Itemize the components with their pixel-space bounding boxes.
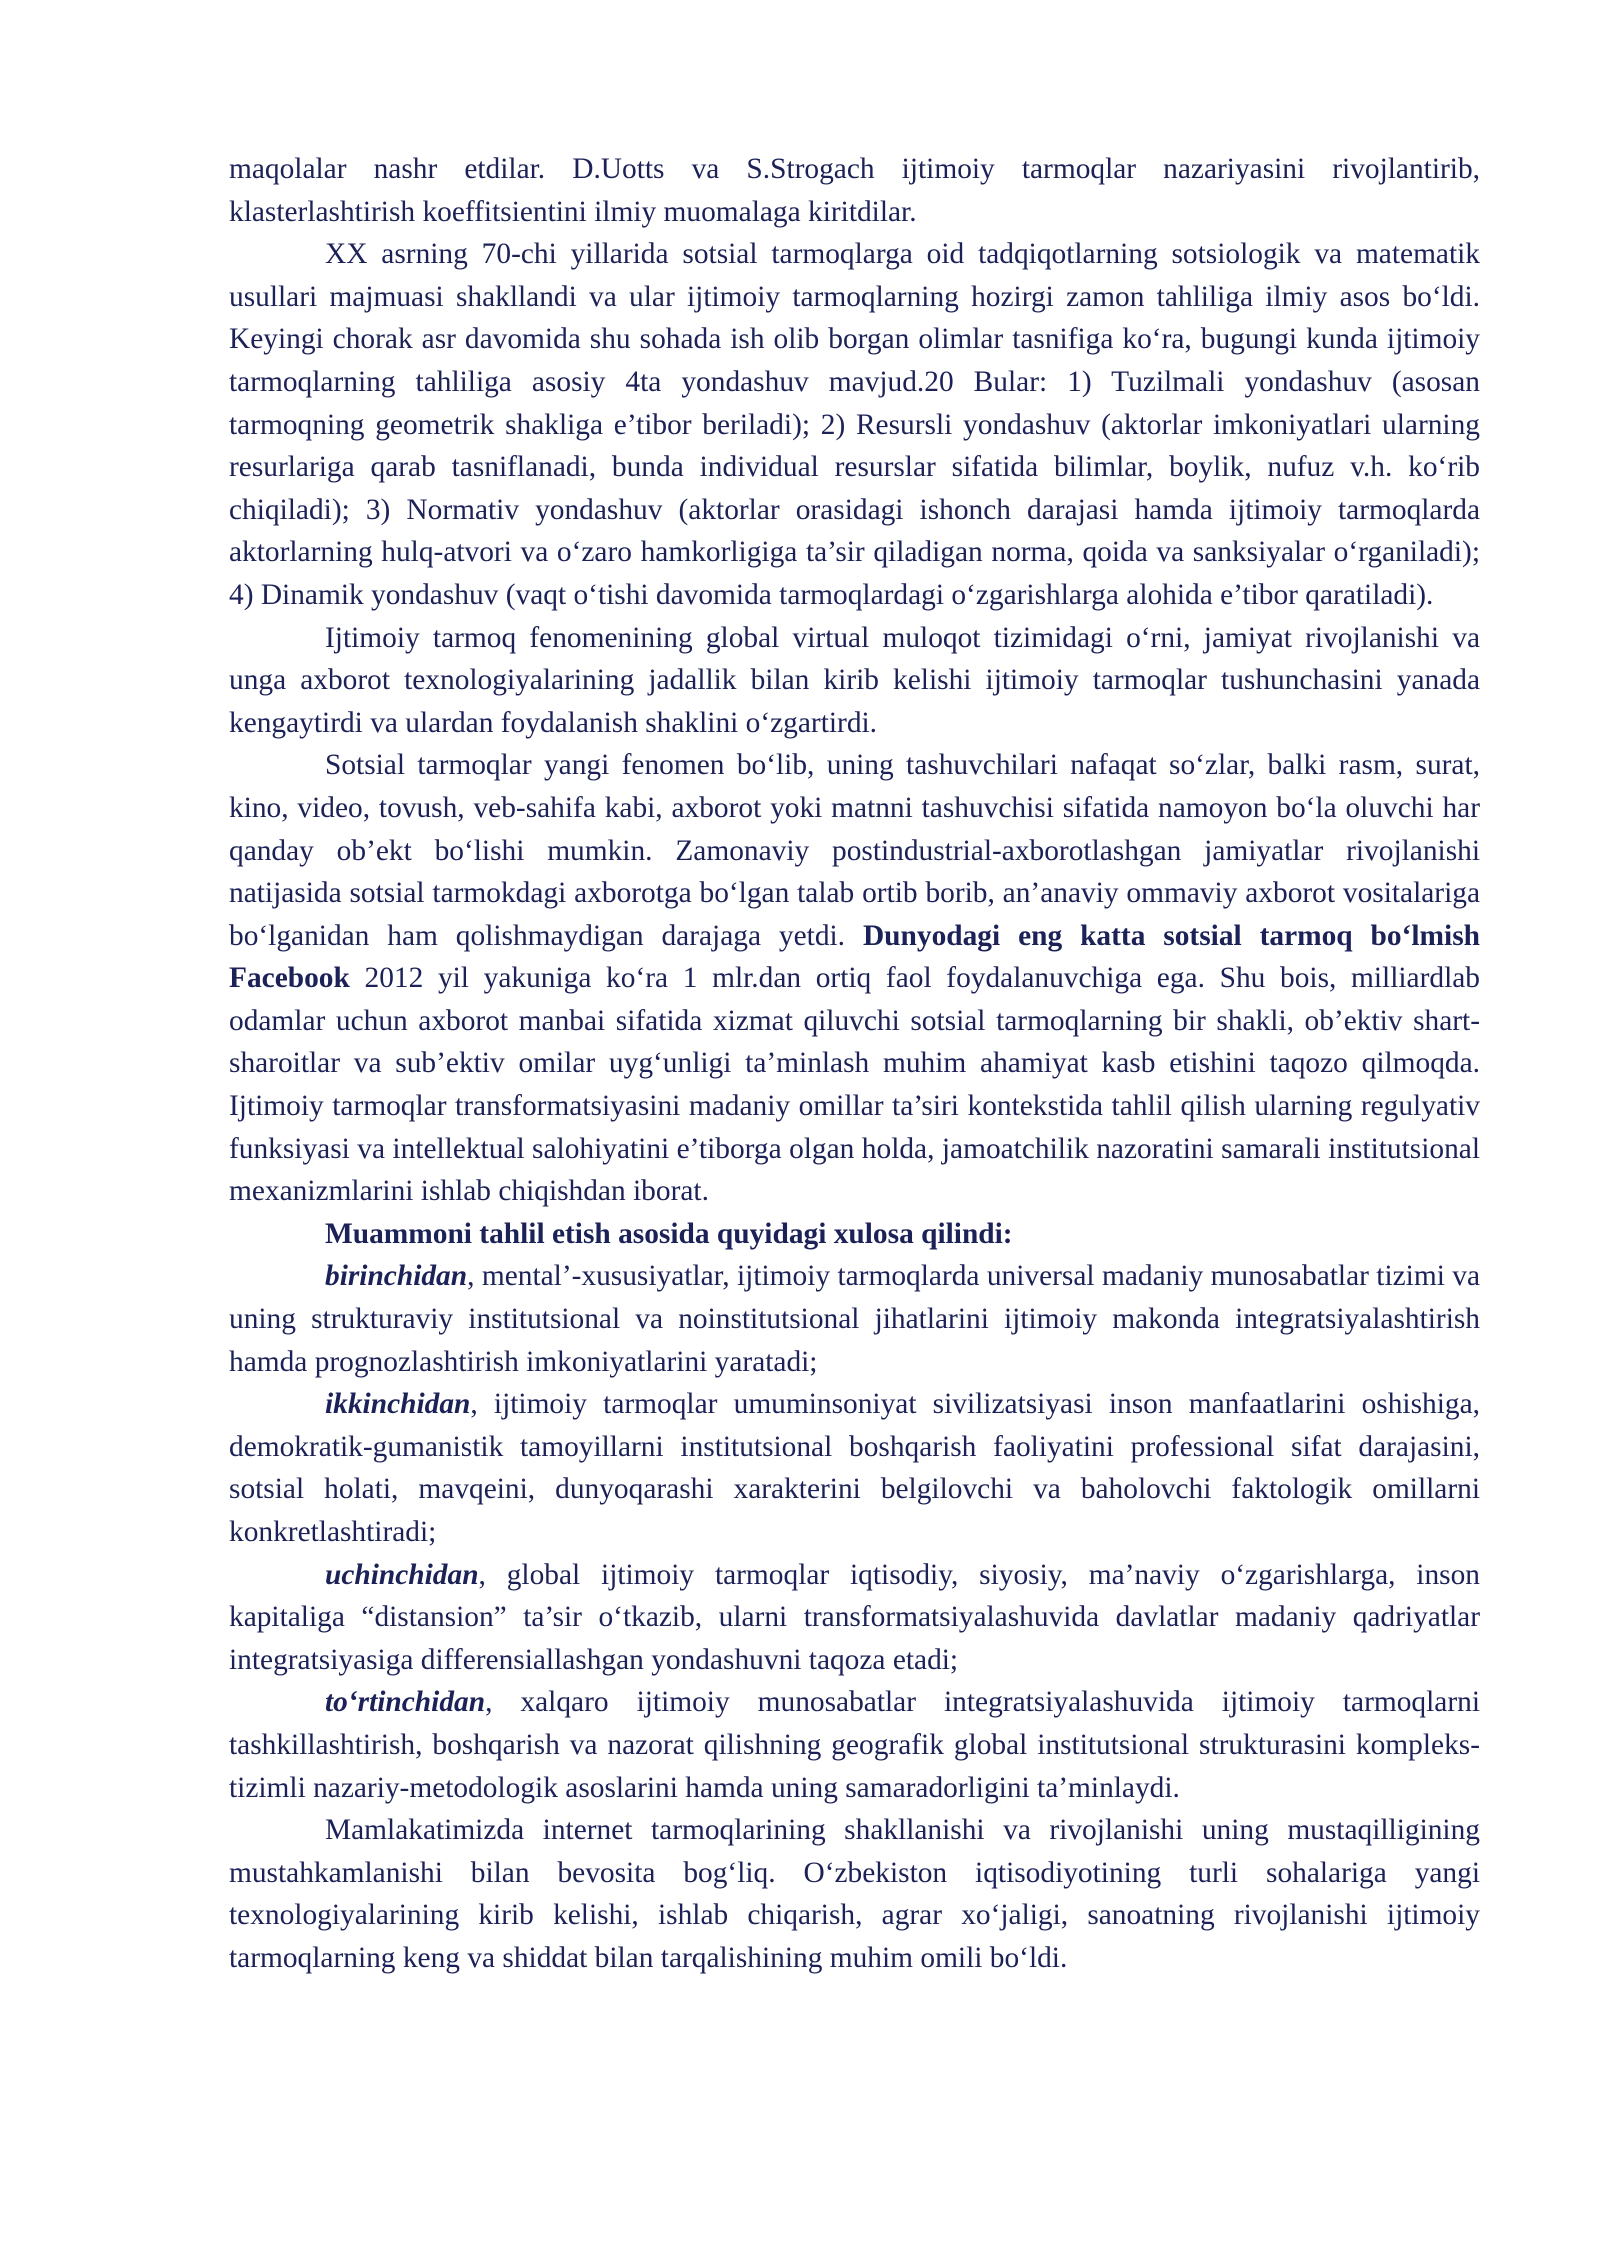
paragraph-2-text: XX asrning 70-chi yillarida sotsial tarmoqlarga oid tadqiqotlarning sotsiologik va matematik usullari majmuasi shakllandi va ular ijtimoiy tarmoqlarning hozirgi zamon tahliliga ilmiy asos boʻldi. Keyingi chorak asr davomida shu sohada ish olib borgan olimlar tasnifiga koʻra, bugungi kunda ijtimoiy tarmoqlarning tahliliga asosiy 4ta yondashuv mavjud.20 Bular: 1) Tuzilmali yondashuv (asosan tarmoqning geometrik shakliga e’tibor beriladi); 2) Resursli yondashuv (aktorlar imkoniyatlari ularning resurlariga qarab tasniflanadi, bunda individual resurslar sifatida bilimlar, boylik, nufuz v.h. koʻrib chiqiladi); 3) Normativ yondashuv (aktorlar orasidagi ishonch darajasi hamda ijtimoiy tarmoqlarda aktorlarning hulq-atvori va oʻzaro hamkorligiga ta’sir qiladigan norma, qoida va sanksiyalar oʻrganiladi); 4) Dinamik yondashuv (vaqt oʻtishi davomida tarmoqlardagi oʻzgarishlarga alohida e’tibor qaratiladi). [229,238,1480,611]
paragraph-3-text: Ijtimoiy tarmoq fenomenining global virtual muloqot tizimidagi oʻrni, jamiyat rivojlanishi va unga axborot texnologiyalarining jadallik bilan kirib kelishi ijtimoiy tarmoqlar tushunchasini yanada kengaytirdi va ulardan foydalanish shaklini oʻzgartirdi. [229,621,1480,739]
paragraph-2 [229,233,1480,616]
paragraph-1-text: maqolalar nashr etdilar. D.Uotts va S.Strogach ijtimoiy tarmoqlar nazariyasini rivojlantirib, klasterlashtirish koeffitsientini ilmiy muomalaga kiritdilar. [229,153,1480,228]
conclusion-text-3: , global ijtimoiy tarmoqlar iqtisodiy, siyosiy, ma’naviy oʻzgarishlarga, inson kapitaliga “distansion” ta’sir oʻtkazib, ularni transformatsiyalashuvida davlatlar madaniy qadriyatlar integratsiyasiga differensiallashgan yondashuvni taqoza etadi; [229,1558,1480,1676]
conclusion-item-2 [229,1383,1480,1553]
conclusion-heading-text: Muammoni tahlil etish asosida quyidagi xulosa qilindi: [325,1217,1013,1250]
facebook-emphasis: Dunyodagi eng katta sotsial tarmoq boʻlmish Facebook [229,919,1480,995]
document-page [229,148,1480,1980]
conclusion-item-3 [229,1554,1480,1682]
paragraph-1 [229,148,1480,233]
paragraph-4 [229,744,1480,1213]
paragraph-4-text-after: 2012 yil yakuniga koʻra 1 mlr.dan ortiq faol foydalanuvchiga ega. Shu bois, milliardlab odamlar uchun axborot manbai sifatida xizmat qiluvchi sotsial tarmoqlarning bir shakli, ob’ektiv shart-sharoitlar va sub’ektiv omilar uygʻunligi ta’minlash muhim ahamiyat kasb etishini taqozo qilmoqda. Ijtimoiy tarmoqlar transformatsiyasini madaniy omillar ta’siri kontekstida tahlil qilish ularning regulyativ funksiyasi va intellektual salohiyatini e’tiborga olgan holda, jamoatchilik nazoratini samarali institutsional mexanizmlarini ishlab chiqishdan iborat. [229,962,1480,1208]
conclusion-text-4: , xalqaro ijtimoiy munosabatlar integratsiyalashuvida ijtimoiy tarmoqlarni tashkillashtirish, boshqarish va nazorat qilishning geografik global institutsional strukturasini kompleks-tizimli nazariy-metodologik asoslarini hamda uning samaradorligini ta’minlaydi. [229,1686,1480,1804]
conclusion-term-2: ikkinchidan [325,1388,471,1421]
paragraph-final [229,1809,1480,1979]
conclusion-item-4 [229,1681,1480,1809]
paragraph-final-text: Mamlakatimizda internet tarmoqlarining shakllanishi va rivojlanishi uning mustaqilligining mustahkamlanishi bilan bevosita bogʻliq. Oʻzbekiston iqtisodiyotining turli sohalariga yangi texnologiyalarining kirib kelishi, ishlab chiqarish, agrar xoʻjaligi, sanoatning rivojlanishi ijtimoiy tarmoqlarning keng va shiddat bilan tarqalishining muhim omili boʻldi. [229,1814,1480,1974]
paragraph-4-text-before: Sotsial tarmoqlar yangi fenomen boʻlib, uning tashuvchilari nafaqat soʻzlar, balki rasm, surat, kino, video, tovush, veb-sahifa kabi, axborot yoki matnni tashuvchisi sifatida namoyon boʻla oluvchi har qanday ob’ekt boʻlishi mumkin. Zamonaviy postindustrial-axborotlashgan jamiyatlar rivojlanishi natijasida sotsial tarmokdagi axborotga boʻlgan talab ortib borib, an’anaviy ommaviy axborot vositalariga boʻlganidan ham qolishmaydigan darajaga yetdi. [229,749,1480,952]
conclusion-heading [229,1213,1480,1256]
conclusion-term-3: uchinchidan [325,1558,479,1591]
conclusion-text-1: , mental’-xususiyatlar, ijtimoiy tarmoqlarda universal madaniy munosabatlar tizimi va uning strukturaviy institutsional va noinstitutsional jihatlarini ijtimoiy makonda integratsiyalashtirish hamda prognozlashtirish imkoniyatlarini yaratadi; [229,1260,1480,1378]
conclusion-text-2: , ijtimoiy tarmoqlar umuminsoniyat sivilizatsiyasi inson manfaatlarini oshishiga, demokratik-gumanistik tamoyillarni institutsional boshqarish faoliyatini professional sifat darajasini, sotsial holati, mavqeini, dunyoqarashi xarakterini belgilovchi va baholovchi faktologik omillarni konkretlashtiradi; [229,1388,1480,1548]
conclusion-item-1 [229,1255,1480,1383]
paragraph-3 [229,617,1480,745]
conclusion-term-1: birinchidan [325,1260,468,1293]
conclusion-term-4: toʻrtinchidan [325,1686,486,1719]
